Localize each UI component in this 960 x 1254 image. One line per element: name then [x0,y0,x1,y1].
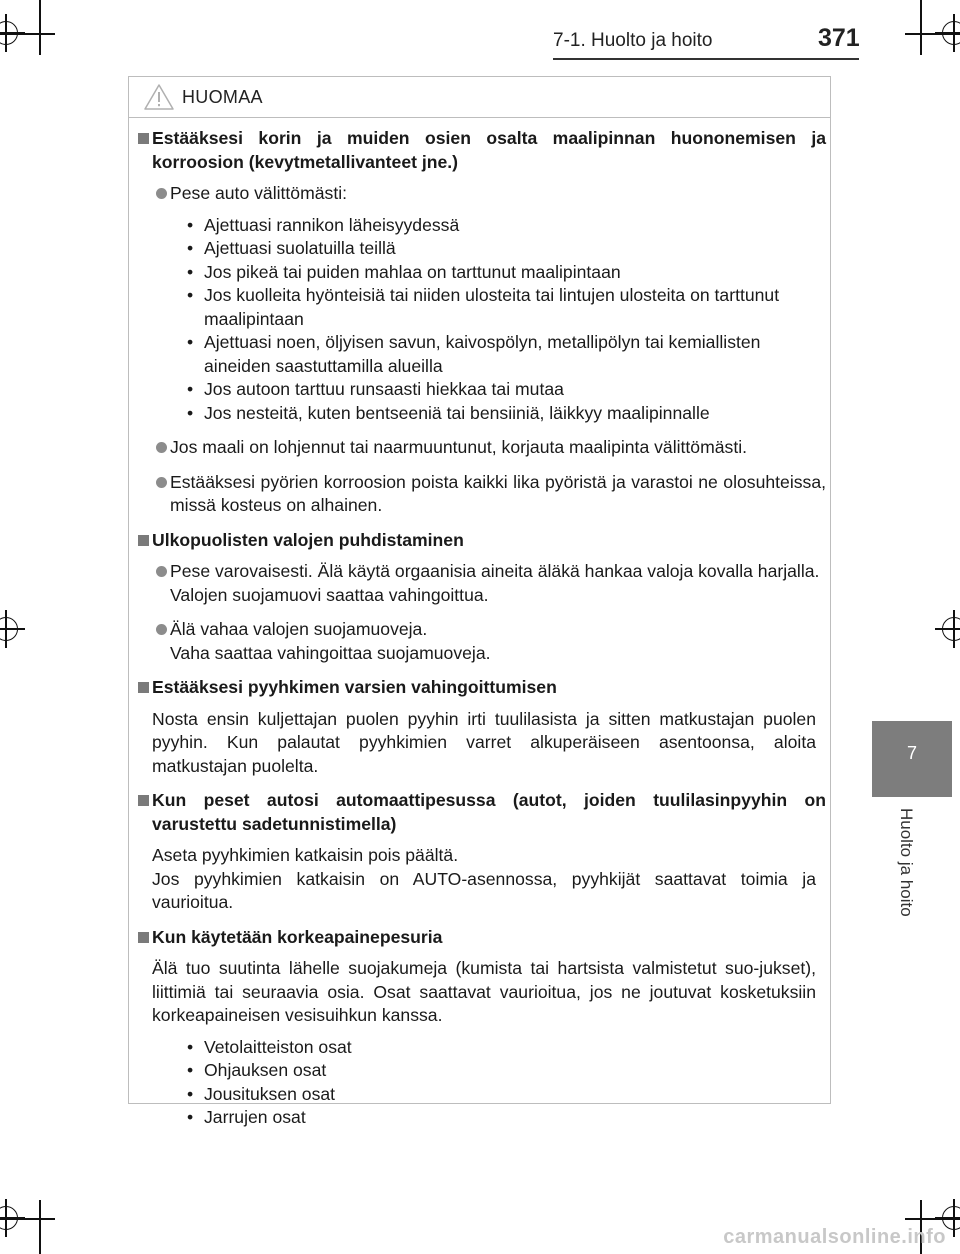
registration-mark-icon [942,617,960,641]
section-heading: Estääksesi korin ja muiden osien osalta maalipinnan huononemisen ja korroosion (kevytmetallivanteet jne.) [129,127,832,174]
registration-mark-icon [942,21,960,45]
list-item: • Jos kuolleita hyönteisiä tai niiden ulosteita tai lintujen ulosteita on tarttunut maalipintaan [187,284,826,331]
bullet-item: Estääksesi pyörien korroosion poista kaikki lika pyöristä ja varastoi ne olosuhteissa, missä kosteus on alhainen. [129,471,832,518]
paragraph: Älä tuo suutinta lähelle suojakumeja (kumista tai hartsista valmistetut suo-jukset), liittimiä tai seuraavia osia. Osat saattavat vaurioitua, jos ne joutuvat kosketuksiin korkeapaineisen vesisuihkun kanssa. [152,958,816,1025]
heading-square-icon [138,535,149,546]
notice-header [129,77,830,118]
chapter-title-vertical [878,808,916,938]
section-heading: Kun peset autosi automaattipesussa (autot, joiden tuulilasinpyyhin on varustettu sadetunnistimella) [129,789,832,836]
bullet-dot-icon [156,477,167,488]
heading-square-icon [138,932,149,943]
bullet-note: Vaha saattaa vahingoittaa suojamuoveja. [170,642,491,663]
header-rule [553,58,859,60]
page-number: 371 [818,24,860,52]
paragraph: Nosta ensin kuljettajan puolen pyyhin irti tuulilasista ja sitten matkustajan puolen pyyhin. Kun palautat pyyhkimien varret alkuperäiseen asentoonsa, aloita matkustajan puolelta. [152,708,816,776]
notice-content [129,127,832,1141]
bullet-note: Valojen suojamuovi saattaa vahingoittua. [170,584,489,605]
heading-square-icon [138,795,149,806]
list-item: • Ajettuasi rannikon läheisyydessä [187,214,826,238]
list-item: • Jarrujen osat [187,1106,826,1130]
notice-section [129,676,832,700]
warning-triangle-icon [143,83,175,111]
list-item: • Jos autoon tarttuu runsaasti hiekkaa tai mutaa [187,378,826,402]
bullet-item: Jos maali on lohjennut tai naarmuuntunut, korjauta maalipinta välittömästi. [129,436,832,460]
bullet-dot-icon [156,188,167,199]
list-item: • Ajettuasi suolatuilla teillä [187,237,826,261]
sub-list [129,214,832,426]
crop-line [920,0,922,55]
crop-line [39,1200,41,1254]
watermark: carmanualsonline.info [723,1226,946,1248]
heading-square-icon [138,682,149,693]
list-item: • Ajettuasi noen, öljyisen savun, kaivospölyn, metallipölyn tai kemiallisten aineiden saastuttamilla alueilla [187,331,826,378]
sub-list [129,1036,832,1130]
notice-section [129,529,832,553]
crop-line [39,0,41,55]
notice-box [128,76,831,1127]
registration-mark-icon [0,617,18,641]
section-header: 7-1. Huolto ja hoito [553,30,713,51]
section-heading: Kun käytetään korkeapainepesuria [129,926,832,950]
bullet-item: Pese auto välittömästi: [129,182,832,206]
list-item: • Jousituksen osat [187,1083,826,1107]
bullet-dot-icon [156,442,167,453]
notice-section [129,789,832,836]
chapter-tab [872,721,952,797]
notice-title: HUOMAA [182,87,263,107]
list-item: • Jos pikeä tai puiden mahlaa on tarttunut maalipintaan [187,261,826,285]
list-item: • Jos nesteitä, kuten bentseeniä tai bensiiniä, läikkyy maalipinnalle [187,402,826,426]
section-heading: Ulkopuolisten valojen puhdistaminen [129,529,832,553]
section-heading: Estääksesi pyyhkimen varsien vahingoittumisen [129,676,832,700]
registration-mark-icon [0,21,18,45]
registration-mark-icon [0,1206,18,1230]
bullet-item: Älä vahaa valojen suojamuoveja. Vaha saattaa vahingoittaa suojamuoveja. [129,618,832,665]
notice-section [129,127,832,174]
bullet-dot-icon [156,624,167,635]
list-item: • Vetolaitteiston osat [187,1036,826,1060]
chapter-title: Huolto ja hoito [897,808,916,917]
paragraph: Aseta pyyhkimien katkaisin pois päältä. Jos pyyhkimien katkaisin on AUTO-asennossa, pyyhkijät saattavat toimia ja vaurioitua. [152,845,816,912]
chapter-number: 7 [906,743,917,763]
bullet-item: Pese varovaisesti. Älä käytä orgaanisia aineita äläkä hankaa valoja kovalla harjalla. Valojen suojamuovi saattaa vahingoittua. [129,560,832,607]
list-item: • Ohjauksen osat [187,1059,826,1083]
bullet-dot-icon [156,566,167,577]
notice-section [129,926,832,950]
heading-square-icon [138,133,149,144]
